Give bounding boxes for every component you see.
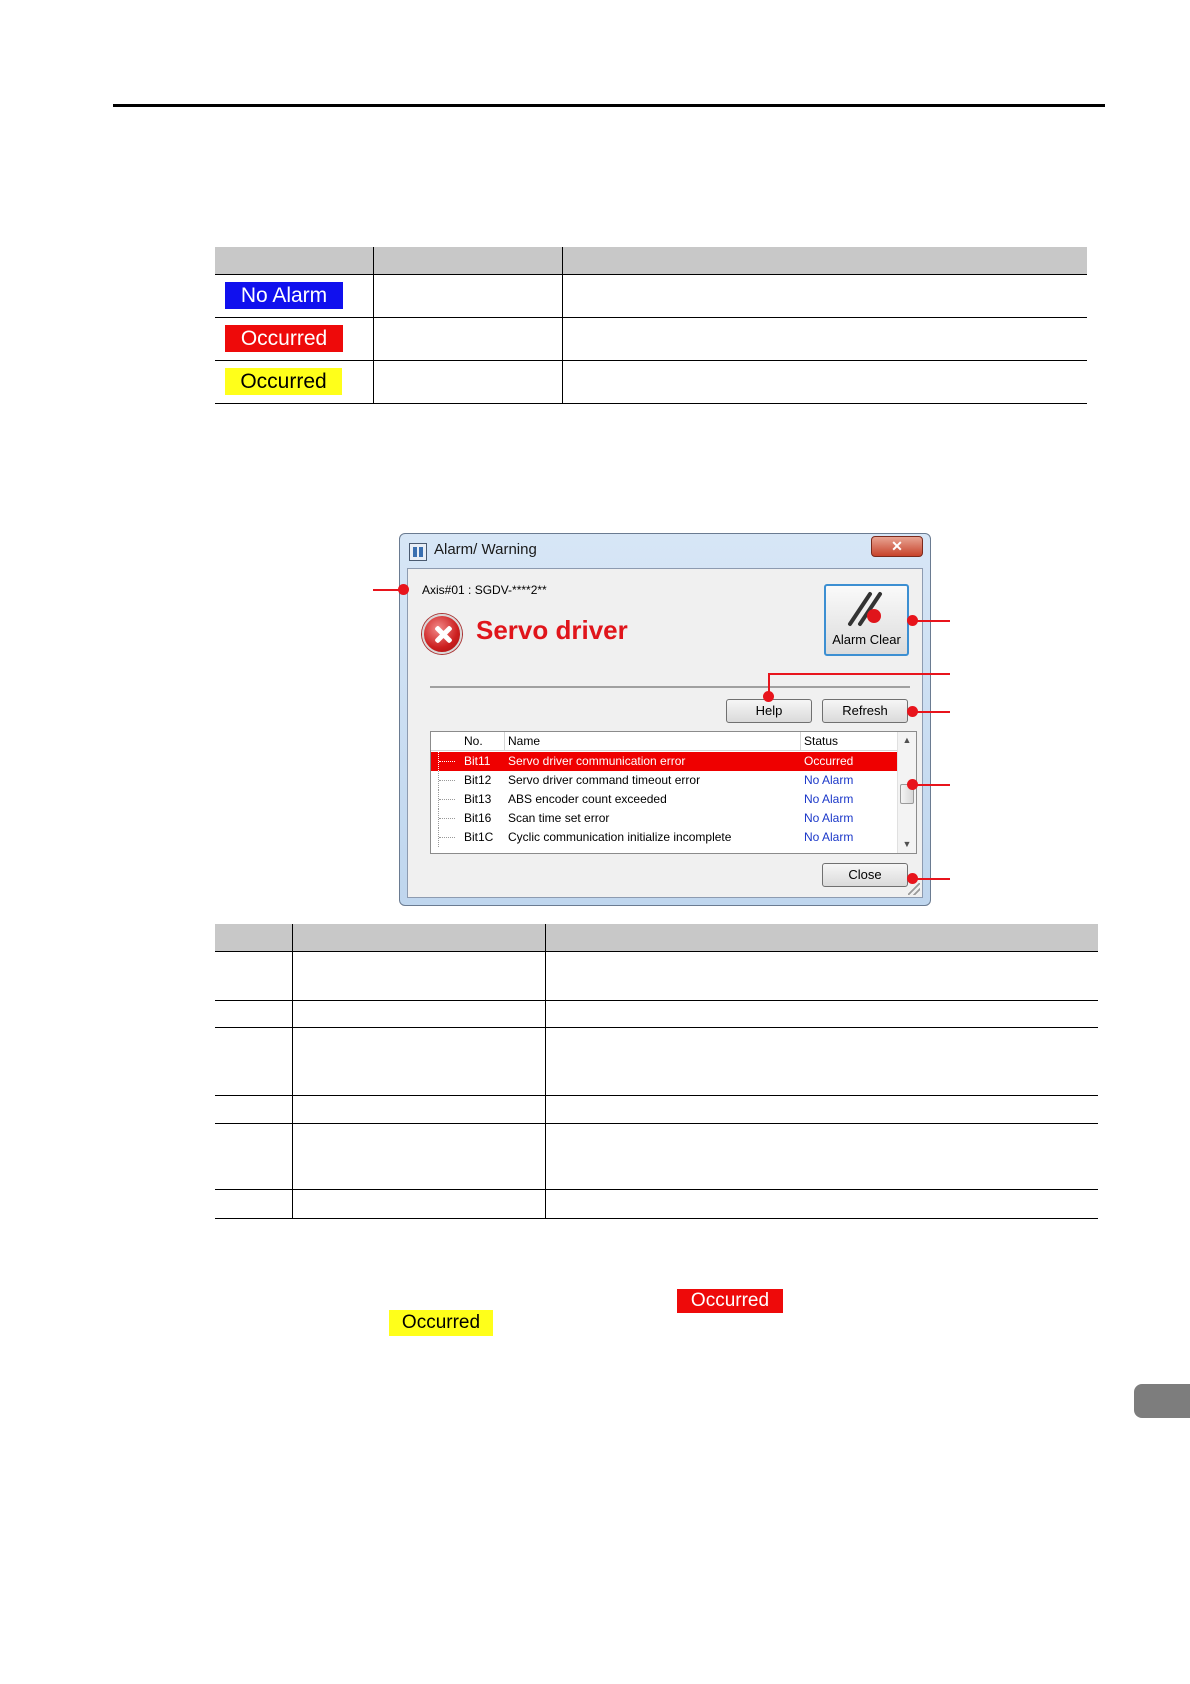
desc-cell	[545, 1000, 1098, 1027]
desc-cell	[292, 1000, 545, 1027]
desc-row	[215, 1027, 1098, 1095]
scroll-down-arrow-icon[interactable]: ▼	[902, 839, 912, 849]
legend-row	[215, 360, 1087, 403]
desc-cell	[215, 1189, 292, 1218]
desc-cell	[545, 1123, 1098, 1189]
no-alarm-badge: No Alarm	[225, 282, 343, 309]
column-divider	[800, 732, 801, 751]
help-button[interactable]: Help	[726, 699, 812, 723]
legend-header-cell	[215, 247, 373, 274]
axis-label: Axis#01 : SGDV-****2**	[422, 583, 547, 597]
close-button[interactable]: Close	[822, 863, 908, 887]
tree-connector	[438, 828, 456, 847]
alarm-warning-dialog	[399, 533, 931, 906]
tree-connector	[438, 809, 456, 828]
refresh-button[interactable]: Refresh	[822, 699, 908, 723]
inline-occurred-yellow-badge: Occurred	[389, 1310, 493, 1336]
row-no: Bit16	[464, 811, 492, 825]
row-status: Occurred	[804, 754, 854, 768]
alarm-list[interactable]	[430, 731, 917, 854]
row-no: Bit11	[464, 754, 491, 768]
desc-cell	[292, 951, 545, 1000]
list-header	[431, 732, 897, 751]
desc-row	[215, 1189, 1098, 1218]
legend-header-row	[215, 247, 1087, 274]
desc-cell	[292, 1123, 545, 1189]
row-name: Servo driver communication error	[508, 754, 686, 768]
scroll-up-arrow-icon[interactable]: ▲	[902, 735, 912, 745]
alarm-clear-icon	[844, 590, 886, 628]
desc-header-cell	[545, 924, 1098, 951]
desc-cell	[215, 1000, 292, 1027]
legend-badge-cell	[215, 360, 373, 403]
inline-occurred-red-badge: Occurred	[677, 1289, 783, 1313]
separator	[430, 686, 910, 688]
column-divider	[504, 732, 505, 751]
error-icon	[422, 614, 462, 654]
tree-connector	[438, 752, 456, 771]
callout-line-refresh	[912, 711, 950, 713]
desc-cell	[292, 1027, 545, 1095]
desc-row	[215, 1123, 1098, 1189]
window-close-button[interactable]: ✕	[871, 536, 923, 557]
row-no: Bit13	[464, 792, 492, 806]
legend-cell	[373, 274, 562, 317]
desc-cell	[215, 1095, 292, 1123]
desc-cell	[545, 1095, 1098, 1123]
desc-cell	[215, 951, 292, 1000]
desc-cell	[215, 1027, 292, 1095]
callout-line-close	[912, 878, 950, 880]
alarm-clear-button[interactable]	[824, 584, 909, 656]
list-item[interactable]	[431, 828, 897, 847]
list-item[interactable]	[431, 809, 897, 828]
desc-row	[215, 951, 1098, 1000]
tree-connector	[438, 790, 456, 809]
column-header-no[interactable]: No.	[464, 734, 483, 748]
legend-badge-cell	[215, 274, 373, 317]
callout-dot-axis	[398, 584, 409, 595]
legend-cell	[373, 317, 562, 360]
desc-cell	[292, 1095, 545, 1123]
desc-row	[215, 1000, 1098, 1027]
resize-grip-icon[interactable]	[908, 883, 920, 895]
header-rule	[113, 104, 1105, 107]
device-title: Servo driver	[476, 615, 628, 645]
callout-line-help	[769, 673, 950, 675]
dialog-titlebar[interactable]	[400, 534, 930, 567]
item-description-table	[215, 924, 1098, 1219]
callout-line-alarm-clear	[912, 620, 950, 622]
row-status: No Alarm	[804, 811, 854, 825]
desc-cell	[545, 951, 1098, 1000]
list-item[interactable]	[431, 752, 897, 771]
legend-row	[215, 274, 1087, 317]
vertical-scrollbar[interactable]	[897, 732, 916, 853]
row-name: ABS encoder count exceeded	[508, 792, 667, 806]
alarm-clear-label: Alarm Clear	[832, 632, 901, 647]
row-status: No Alarm	[804, 792, 854, 806]
legend-header-cell	[373, 247, 562, 274]
chapter-tab	[1134, 1384, 1190, 1418]
desc-cell	[292, 1189, 545, 1218]
legend-row	[215, 317, 1087, 360]
column-header-status[interactable]: Status	[804, 734, 839, 748]
column-header-name[interactable]: Name	[508, 734, 541, 748]
app-icon	[409, 543, 427, 561]
callout-dot-help	[763, 691, 774, 702]
row-name: Servo driver command timeout error	[508, 773, 701, 787]
desc-cell	[545, 1027, 1098, 1095]
row-status: No Alarm	[804, 773, 854, 787]
tree-connector	[438, 771, 456, 790]
legend-cell	[562, 360, 1087, 403]
legend-cell	[562, 274, 1087, 317]
desc-header-cell	[215, 924, 292, 951]
desc-header-row	[215, 924, 1098, 951]
list-item[interactable]	[431, 790, 897, 809]
callout-line-list	[912, 784, 950, 786]
occurred-yellow-badge: Occurred	[225, 368, 342, 395]
legend-header-cell	[562, 247, 1087, 274]
row-name: Cyclic communication initialize incomplete	[508, 830, 732, 844]
dialog-client	[407, 568, 923, 898]
row-no: Bit1C	[464, 830, 494, 844]
status-legend-table	[215, 247, 1087, 404]
dialog-title: Alarm/ Warning	[434, 541, 537, 558]
legend-cell	[373, 360, 562, 403]
row-no: Bit12	[464, 773, 492, 787]
legend-badge-cell	[215, 317, 373, 360]
list-item[interactable]	[431, 771, 897, 790]
desc-header-cell	[292, 924, 545, 951]
desc-row	[215, 1095, 1098, 1123]
desc-cell	[545, 1189, 1098, 1218]
legend-cell	[562, 317, 1087, 360]
occurred-red-badge: Occurred	[225, 325, 343, 352]
row-status: No Alarm	[804, 830, 854, 844]
desc-cell	[215, 1123, 292, 1189]
row-name: Scan time set error	[508, 811, 610, 825]
